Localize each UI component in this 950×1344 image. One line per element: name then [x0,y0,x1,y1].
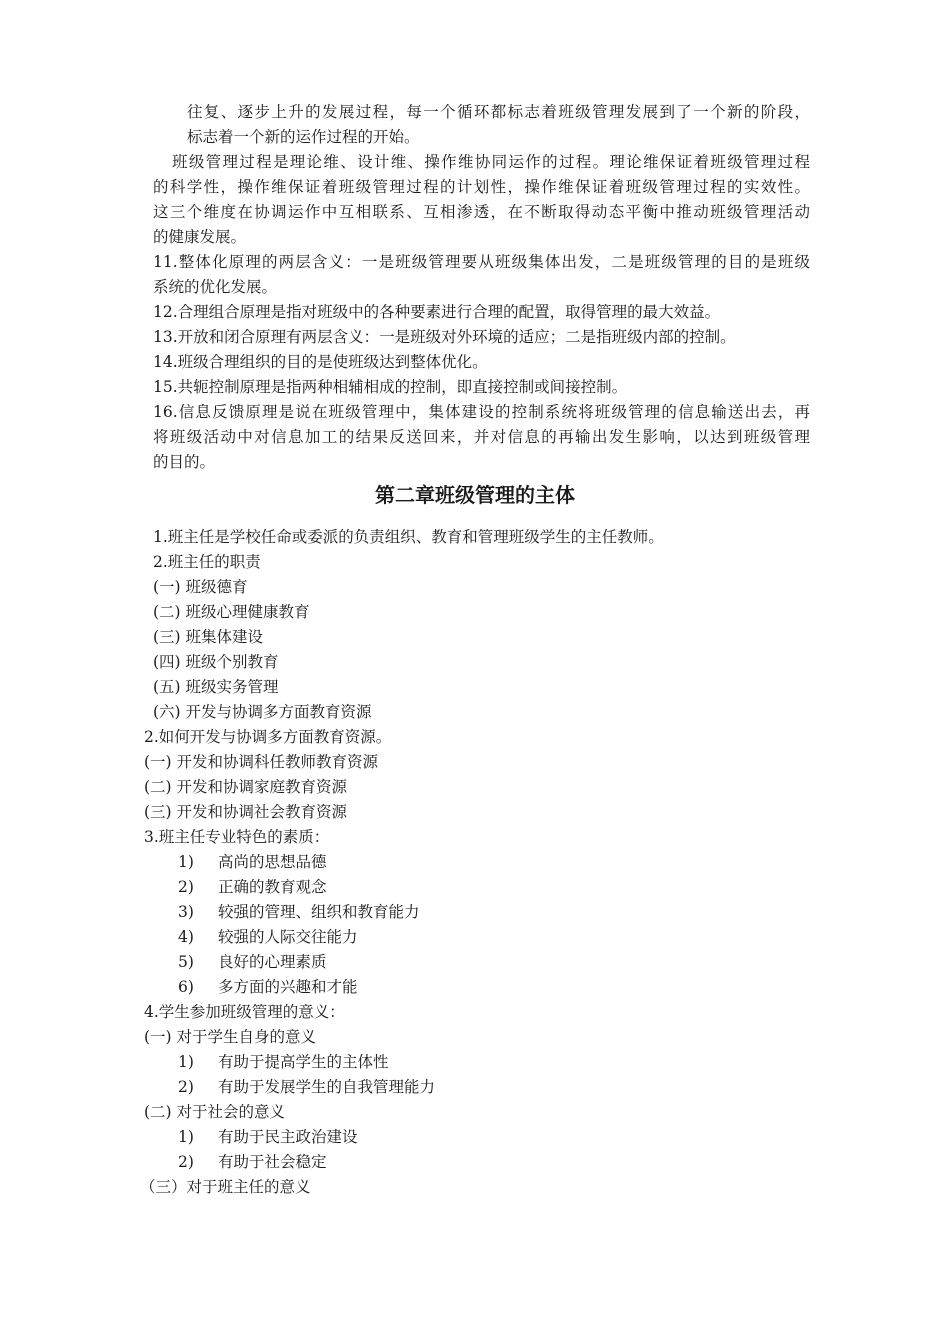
list-item: (六) 开发与协调多方面教育资源 [153,703,372,721]
text-line: 系统的优化发展。 [153,278,278,296]
text-line: 12.合理组合原理是指对班级中的各种要素进行合理的配置，取得管理的最大效益。 [153,303,721,321]
list-item [178,901,420,923]
list-text: 有助于社会稳定 [218,1153,327,1171]
list-text: 较强的管理、组织和教育能力 [218,903,420,921]
list-text: 有助于提高学生的主体性 [218,1053,389,1071]
list-text: 较强的人际交往能力 [218,928,358,946]
text-line: 2.班主任的职责 [153,553,261,571]
list-number: 1) [178,1128,194,1146]
list-item: (一) 班级德育 [153,578,248,596]
text-line: 2.如何开发与协调多方面教育资源。 [144,728,392,746]
list-item: (三) 开发和协调社会教育资源 [144,803,348,821]
list-text: 正确的教育观念 [218,878,327,896]
text-line: 4.学生参加班级管理的意义： [144,1003,345,1021]
text-line: 13.开放和闭合原理有两层含义：一是班级对外环境的适应；二是指班级内部的控制。 [153,328,736,346]
list-number: 2) [178,878,194,896]
list-item: (五) 班级实务管理 [153,678,279,696]
text-line: 的目的。 [153,453,216,471]
list-item [178,1126,358,1148]
text-line: 将班级活动中对信息加工的结果反送回来，并对信息的再输出发生影响，以达到班级管理 [153,428,810,446]
list-number: 2) [178,1153,194,1171]
list-item: (二) 对于社会的意义 [144,1103,286,1121]
text-line: 往复、逐步上升的发展过程，每一个循环都标志着班级管理发展到了一个新的阶段， [187,103,810,121]
text-line: 的科学性，操作维保证着班级管理过程的计划性，操作维保证着班级管理过程的实效性。 [153,178,810,196]
text-line: 的健康发展。 [153,228,247,246]
list-text: 良好的心理素质 [218,953,327,971]
text-line: 15.共轭控制原理是指两种相辅相成的控制，即直接控制或间接控制。 [153,378,628,396]
text-line: 1.班主任是学校任命或委派的负责组织、教育和管理班级学生的主任教师。 [153,528,664,546]
list-item [178,876,327,898]
list-item [178,851,327,873]
list-number: 1) [178,853,194,871]
text-line: 3.班主任专业特色的素质： [144,828,330,846]
list-text: 有助于发展学生的自我管理能力 [218,1078,436,1096]
list-item: (二) 班级心理健康教育 [153,603,310,621]
text-line: 这三个维度在协调运作中互相联系、互相渗透，在不断取得动态平衡中推动班级管理活动 [153,203,810,221]
list-item: (四) 班级个别教育 [153,653,279,671]
text-line: 11.整体化原理的两层含义：一是班级管理要从班级集体出发，二是班级管理的目的是班级 [153,253,810,271]
list-item [178,1076,435,1098]
list-number: 4) [178,928,194,946]
text-line: 班级管理过程是理论维、设计维、操作维协同运作的过程。理论维保证着班级管理过程 [172,153,810,171]
list-item: (一) 对于学生自身的意义 [144,1028,317,1046]
list-number: 5) [178,953,194,971]
list-text: 多方面的兴趣和才能 [218,978,358,996]
list-item: (三) 班集体建设 [153,628,264,646]
text-line: 标志着一个新的运作过程的开始。 [187,128,420,146]
text-line: 14.班级合理组织的目的是使班级达到整体优化。 [153,353,488,371]
list-item [178,1151,327,1173]
list-item: (一) 开发和协调科任教师教育资源 [144,753,379,771]
list-number: 6) [178,978,194,996]
list-text: 有助于民主政治建设 [218,1128,358,1146]
list-item: （三）对于班主任的意义 [140,1178,311,1196]
list-text: 高尚的思想品德 [218,853,327,871]
list-number: 3) [178,903,194,921]
list-item [178,1051,389,1073]
text-line: 16.信息反馈原理是说在班级管理中，集体建设的控制系统将班级管理的信息输送出去，再 [153,403,810,421]
list-item [178,976,358,998]
chapter-title: 第二章班级管理的主体 [375,483,575,507]
list-item [178,951,327,973]
list-item [178,926,358,948]
list-number: 2) [178,1078,194,1096]
list-number: 1) [178,1053,194,1071]
list-item: (二) 开发和协调家庭教育资源 [144,778,348,796]
